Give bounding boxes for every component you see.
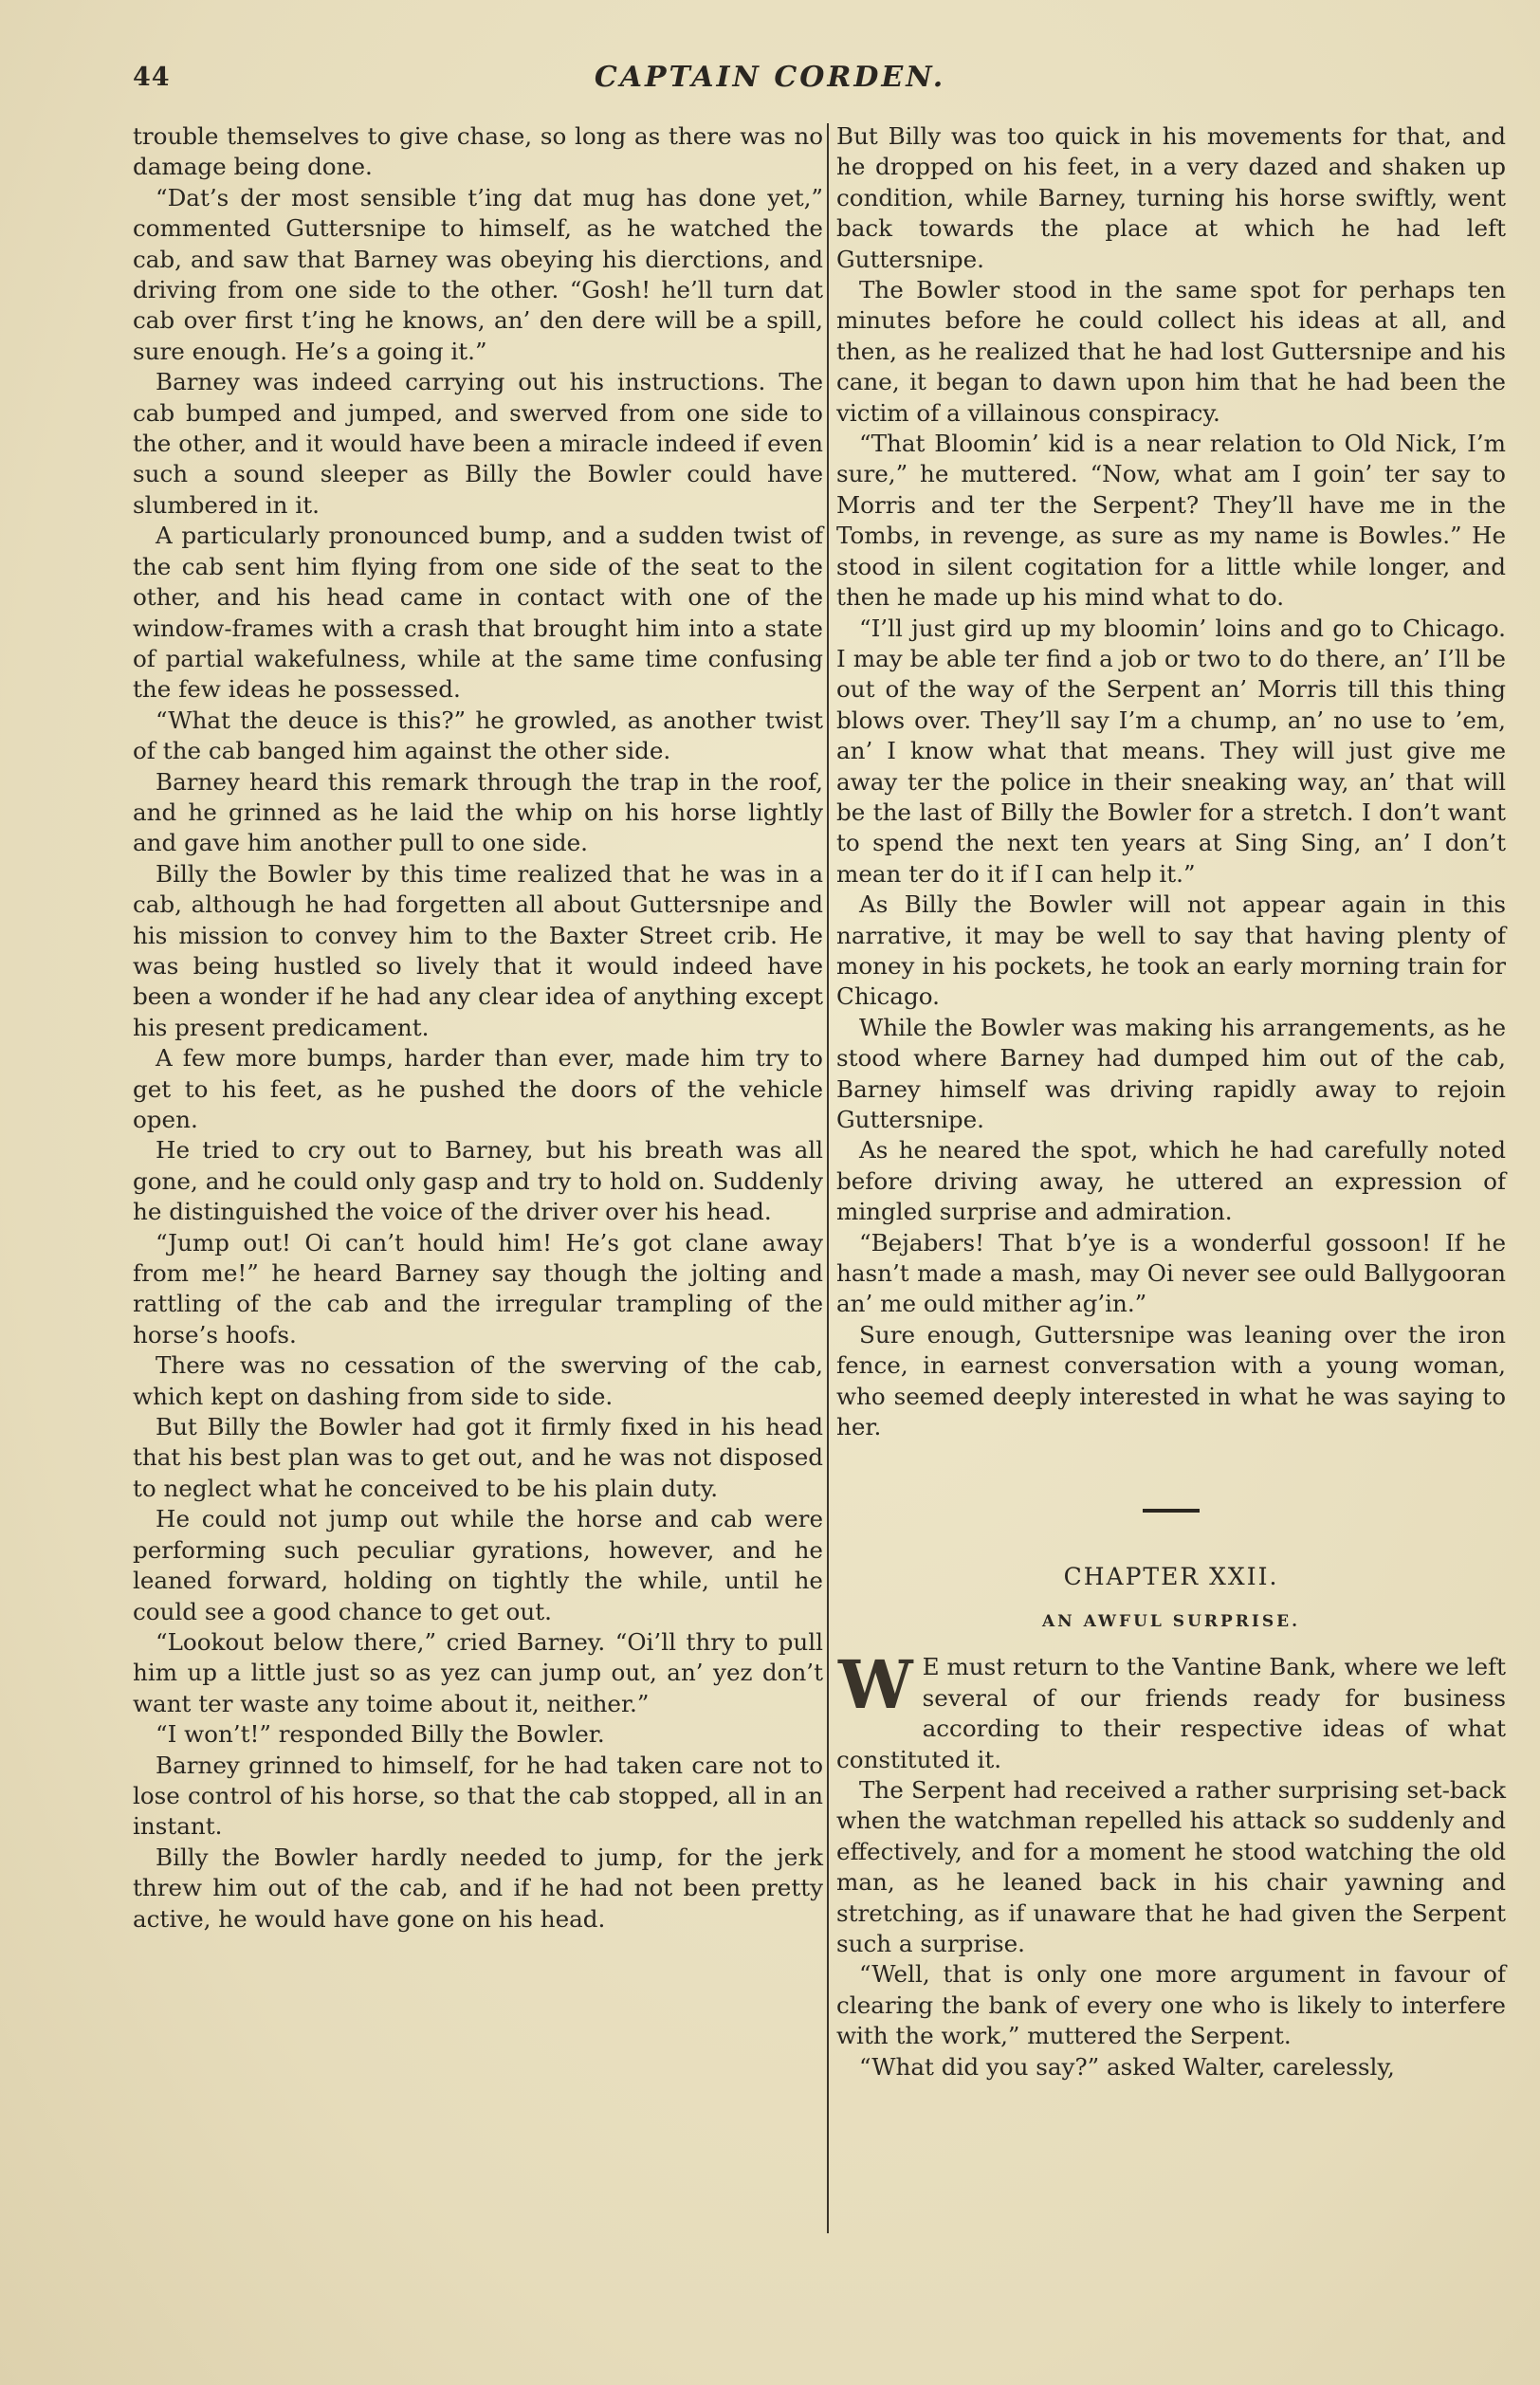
paragraph: He could not jump out while the horse and cab were performing such peculiar gyrations, however, and he leaned forward, holding on tightly the while, until he could see a good chance to get out. [133,1505,823,1625]
right-column [836,121,1506,2082]
paragraph: trouble themselves to give chase, so long as there was no damage being done. [133,122,823,181]
paragraph: “What did you say?” asked Walter, carelessly, [859,2052,1395,2081]
paragraph: The Serpent had received a rather surprising set-back when the watchman repelled his attack so suddenly and effectively, and for a moment he stood watching the old man, as he leaned back in his chair yawning and stretching, as if unaware that he had given the Serpent such a surprise. [836,1775,1506,1957]
paragraph: “Well, that is only one more argument in favour of clearing the bank of every one who is likely to interfere with the work,” muttered the Serpent. [836,1960,1506,2050]
paragraph: Barney grinned to himself, for he had taken care not to lose control of his horse, so that the cab stopped, all in an instant. [133,1751,823,1841]
left-column [133,121,823,1935]
paragraph: There was no cessation of the swerving of the cab, which kept on dashing from side to side. [133,1351,823,1410]
chapter-separator [1143,1509,1200,1513]
paragraph: But Billy was too quick in his movements for that, and he dropped on his feet, in a very dazed and shaken up condition, while Barney, turning his horse swiftly, went back towards the place at which he had left Guttersnipe. [836,122,1506,273]
chapter-subtitle: AN AWFUL SURPRISE. [1041,1611,1301,1631]
running-title: CAPTAIN CORDEN. [594,61,946,94]
paragraph: Barney heard this remark through the trap in the roof, and he grinned as he laid the whip on his horse lightly and gave him another pull to one side. [133,767,823,857]
paragraph: “What the deuce is this?” he growled, as another twist of the cab banged him against the other side. [133,706,823,765]
paragraph: The Bowler stood in the same spot for perhaps ten minutes before he could collect his ideas at all, and then, as he realized that he had lost Guttersnipe and his cane, it began to dawn upon him that he had been the victim of a villainous conspiracy. [836,276,1506,427]
chapter-title: CHAPTER XXII. [1063,1563,1279,1591]
paragraph: Sure enough, Guttersnipe was leaning over the iron fence, in earnest conversation with a young woman, who seemed deeply interested in what he was saying to her. [836,1320,1506,1441]
paragraph: “That Bloomin’ kid is a near relation to Old Nick, I’m sure,” he muttered. “Now, what am I goin’ ter say to Morris and ter the Serpent? They’ll have me in the Tombs, in revenge, as sure as my name is Bowles.” He stood in silent cogitation for a little while longer, and then he made up his mind what to do. [836,430,1506,612]
chapter-opening-paragraph [836,1645,1506,1775]
paragraph: “Jump out! Oi can’t hould him! He’s got clane away from me!” he heard Barney say though the jolting and rattling of the cab and the irregular trampling of the horse’s hoofs. [133,1228,823,1348]
drop-cap: W [838,1645,913,1725]
paragraph: “I won’t!” responded Billy the Bowler. [156,1720,605,1749]
paragraph: Billy the Bowler hardly needed to jump, for the jerk threw him out of the cab, and if he had not been pretty active, he would have gone on his head. [133,1843,823,1933]
paragraph: “I’ll just gird up my bloomin’ loins and go to Chicago. I may be able ter find a job or two to do there, an’ I’ll be out of the way of the Serpent an’ Morris till this thing blows over. They’ll say I’m a chump, an’ no use to ’em, an’ I know what that means. They will just give me away ter the police in their sneaking way, an’ that will be the last of Billy the Bowler for a stretch. I don’t want to spend the next ten years at Sing Sing, an’ I don’t mean ter do it if I can help it.” [836,614,1506,888]
paragraph: As Billy the Bowler will not appear again in this narrative, it may be well to say that having plenty of money in his pockets, he took an early morning train for Chicago. [836,890,1506,1011]
paragraph: “Bejabers! That b’ye is a wonderful gossoon! If he hasn’t made a mash, may Oi never see ould Ballygooran an’ me ould mither ag’in.” [836,1228,1506,1318]
page-number: 44 [133,63,171,92]
paragraph: A particularly pronounced bump, and a sudden twist of the cab sent him flying from one side of the seat to the other, and his head came in contact with one of the window-frames with a crash that brought him into a state of partial wakefulness, while at the same time confusing the few ideas he possessed. [133,522,823,704]
paragraph: As he neared the spot, which he had carefully noted before driving away, he uttered an expression of mingled surprise and admiration. [836,1136,1506,1226]
paragraph: “Dat’s der most sensible t’ing dat mug has done yet,” commented Guttersnipe to himself, as he watched the cab, and saw that Barney was obeying his dierctions, and driving from one side to the other. “Gosh! he’ll turn dat cab over first t’ing he knows, an’ den dere will be a spill, sure enough. He’s a going it.” [133,183,823,365]
paragraph: Billy the Bowler by this time realized that he was in a cab, although he had forgetten all about Guttersnipe and his mission to convey him to the Baxter Street crib. He was being hustled so lively that it would indeed have been a wonder if he had any clear idea of anything except his present predicament. [133,859,823,1041]
paragraph: A few more bumps, harder than ever, made him try to get to his feet, as he pushed the doors of the vehicle open. [133,1044,823,1133]
paragraph: While the Bowler was making his arrangements, as he stood where Barney had dumped him out of the cab, Barney himself was driving rapidly away to rejoin Guttersnipe. [836,1013,1506,1133]
column-divider [827,123,829,2233]
paragraph: But Billy the Bowler had got it firmly fixed in his head that his best plan was to get out, and he was not disposed to neglect what he conceived to be his plain duty. [133,1413,823,1502]
paragraph: “Lookout below there,” cried Barney. “Oi’ll thry to pull him up a little just so as yez can jump out, an’ yez don’t want ter waste any toime about it, neither.” [133,1627,823,1717]
paragraph: Barney was indeed carrying out his instructions. The cab bumped and jumped, and swerved from one side to the other, and it would have been a miracle indeed if even such a sound sleeper as Billy the Bowler could have slumbered in it. [133,368,823,519]
opening-text: E must return to the Vantine Bank, where we left several of our friends ready for business according to their respective ideas of what constituted it. [836,1653,1506,1773]
paragraph: He tried to cry out to Barney, but his breath was all gone, and he could only gasp and try to hold on. Suddenly he distinguished the voice of the driver over his head. [133,1136,823,1226]
